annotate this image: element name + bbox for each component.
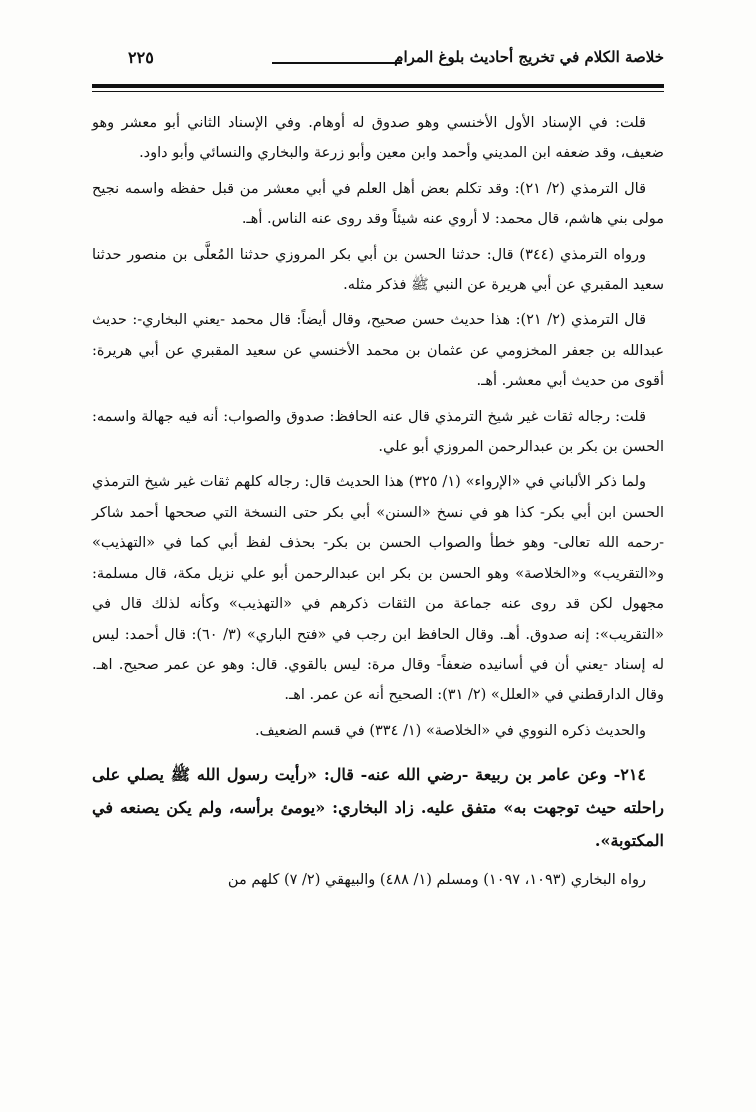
page-number: ٢٢٥ [128, 48, 154, 67]
paragraph: قلت: رجاله ثقات غير شيخ الترمذي قال عنه الحافظ: صدوق والصواب: أنه فيه جهالة واسمه: الحسن بن بكر بن عبدالرحمن المروزي أبو علي. [92, 408, 664, 456]
book-title: خلاصة الكلام في تخريج أحاديث بلوغ المرام [394, 48, 664, 66]
paragraph: رواه البخاري (١٠٩٣، ١٠٩٧) ومسلم (١/ ٤٨٨) والبيهقي (٢/ ٧) كلهم من [227, 872, 646, 889]
paragraph: والحديث ذكره النووي في «الخلاصة» (١/ ٣٣٤) في قسم الضعيف. [254, 722, 646, 739]
paragraph: قال الترمذي (٢/ ٢١): وقد تكلم بعض أهل العلم في أبي معشر من قبل حفظه واسمه نجيح مولى بني هاشم، قال محمد: لا أروي عنه شيئاً وقد روى عنه الناس. أهـ. [92, 180, 664, 228]
paragraph: قلت: في الإسناد الأول الأخنسي وهو صدوق له أوهام. وفي الإسناد الثاني أبو معشر وهو ضعيف، وقد ضعفه ابن المديني وأحمد وابن معين وأبو زرعة والبخاري والنسائي وأبو داود. [92, 115, 664, 162]
header-dash [272, 62, 402, 64]
paragraph: ورواه الترمذي (٣٤٤) قال: حدثنا الحسن بن أبي بكر المروزي حدثنا المُعلَّى بن منصور حدثنا سعيد المقبري عن أبي هريرة عن النبي ﷺ فذكر مثله. [92, 246, 664, 294]
paragraph: قال الترمذي (٢/ ٢١): هذا حديث حسن صحيح، وقال أيضاً: قال محمد -يعني البخاري-: حديث عبدالله بن جعفر المخزومي عن عثمان بن محمد الأخنسي عن سعيد المقبري عن أبي هريرة: أقوى من حديث أبي معشر. أهـ. [92, 312, 664, 390]
header-rule-thin [92, 91, 664, 92]
header-rule-thick [92, 84, 664, 88]
paragraph: ولما ذكر الألباني في «الإرواء» (١/ ٣٢٥) هذا الحديث قال: رجاله كلهم ثقات غير شيخ الترمذي الحسن ابن أبي بكر- كذا هو في نسخ «السنن» أبي بكر حتى النسخة التي صححها أحمد شاكر -رحمه الله تعالى- وهو خطأ والصواب الحسن بن بكر- بحذف لفظ أبي كما في «التهذيب» و«التقريب» و«الخلاصة» وهو الحسن بن بكر ابن عبدالرحمن أبو علي نزيل مكة، قال مسلمة: مجهول لكن قد روى عنه جماعة من الثقات ذكرهم في «التهذيب» وكأنه لذلك قال في «التقريب»: إنه صدوق. أهـ. وقال الحافظ ابن رجب في «فتح الباري» (٣/ ٦٠): قال أحمد: ليس له إسناد -يعني أن في أسانيده ضعفاً- وقال مرة: ليس بالقوي. قال: وهو عن عمر صحيح. اهـ. وقال الدارقطني في «العلل» (٢/ ٣١): الصحيح أنه عن عمر. اهـ. [92, 474, 665, 704]
hadith-text: ٢١٤- وعن عامر بن ربيعة -رضي الله عنه- قال: «رأيت رسول الله ﷺ يصلي على راحلته حيث توجهت به» متفق عليه. زاد البخاري: «يومئ برأسه، ولم يكن يصنعه في المكتوبة». [92, 765, 664, 851]
running-header [92, 40, 664, 80]
page-body [92, 108, 664, 901]
